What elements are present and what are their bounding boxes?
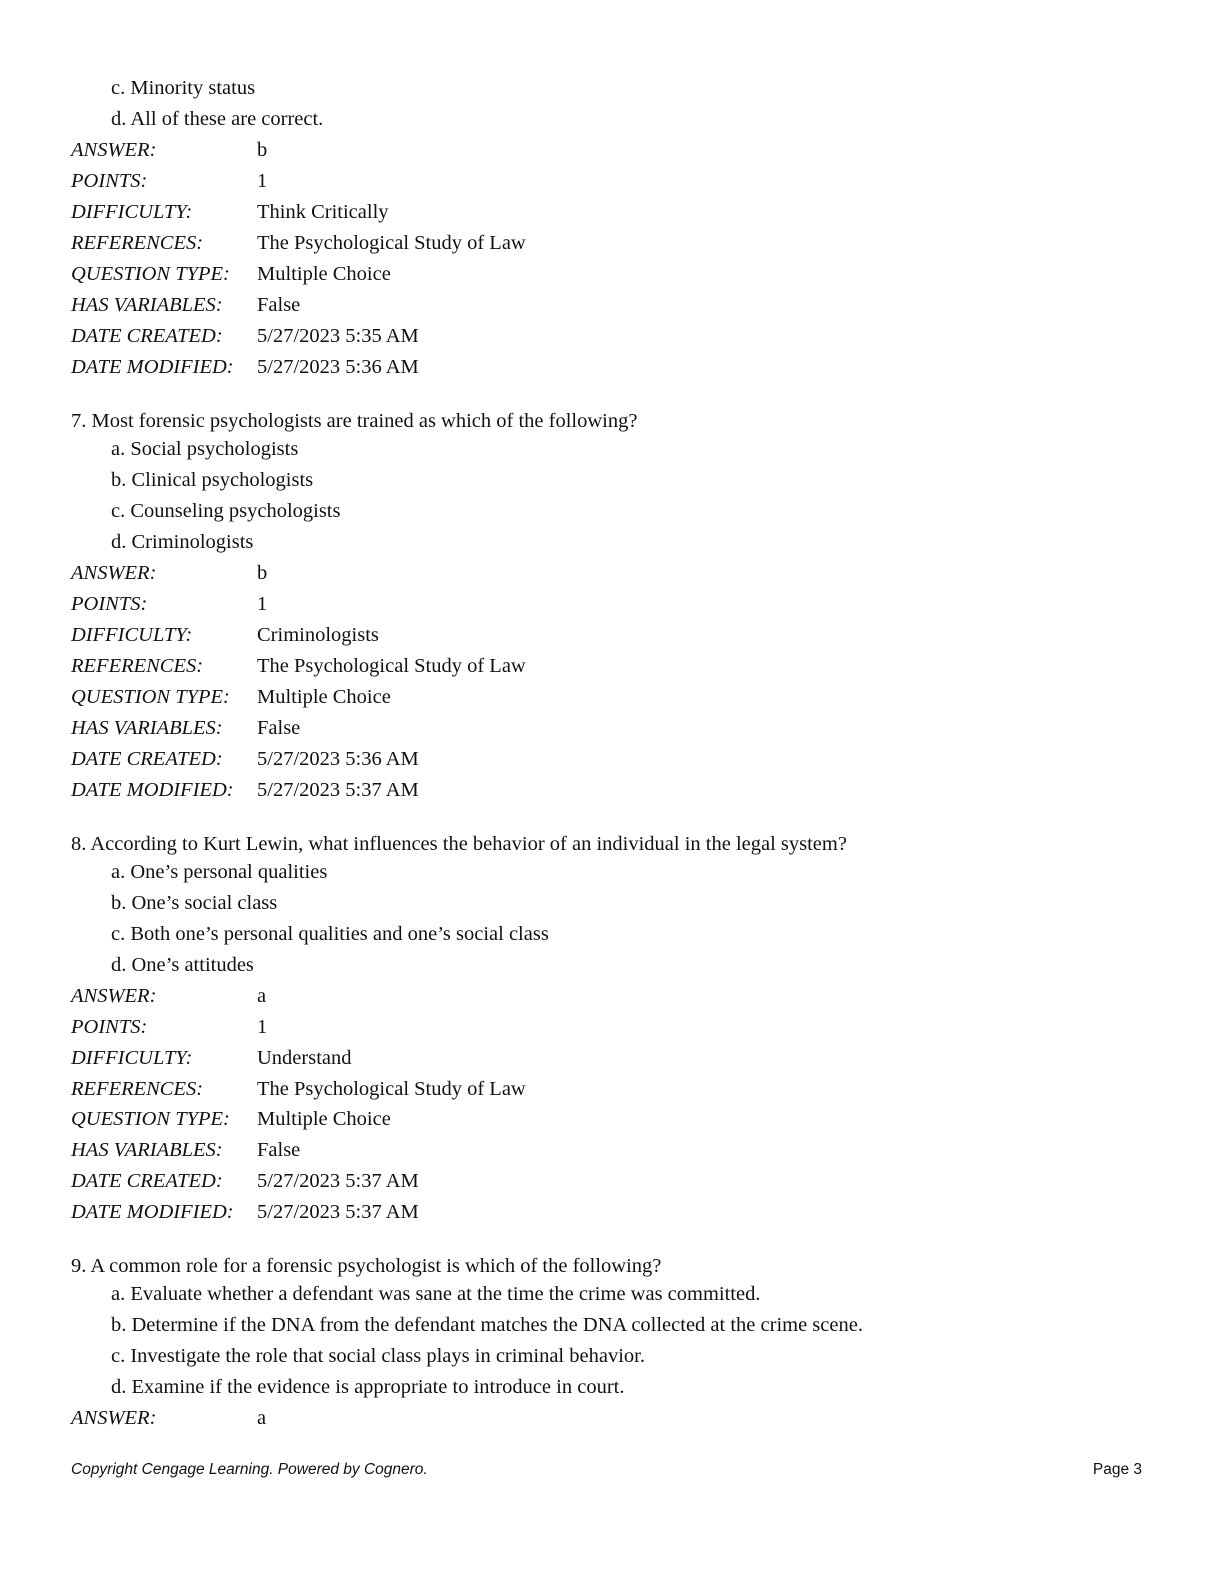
option-d: d. Criminologists — [111, 531, 254, 553]
references-value: The Psychological Study of Law — [257, 1078, 526, 1100]
answer-value: b — [257, 139, 268, 161]
question-type-label: QUESTION TYPE: — [71, 263, 230, 285]
difficulty-label: DIFFICULTY: — [71, 624, 193, 646]
answer-value: b — [257, 562, 268, 584]
footer-copyright: Copyright Cengage Learning. Powered by Cognero. — [71, 1461, 428, 1478]
answer-value: a — [257, 985, 267, 1007]
references-value: The Psychological Study of Law — [257, 655, 526, 677]
points-value: 1 — [257, 170, 268, 192]
points-label: POINTS: — [71, 593, 148, 615]
option-b: b. Determine if the DNA from the defendant matches the DNA collected at the crime scene. — [111, 1314, 863, 1336]
has-variables-value: False — [257, 717, 301, 739]
points-value: 1 — [257, 593, 268, 615]
difficulty-value: Criminologists — [257, 624, 379, 646]
references-label: REFERENCES: — [71, 1078, 204, 1100]
points-value: 1 — [257, 1016, 268, 1038]
references-value: The Psychological Study of Law — [257, 232, 526, 254]
date-modified-value: 5/27/2023 5:37 AM — [257, 779, 419, 801]
option-a: a. Evaluate whether a defendant was sane at the time the crime was committed. — [111, 1283, 761, 1305]
date-modified-label: DATE MODIFIED: — [71, 1201, 234, 1223]
answer-label: ANSWER: — [71, 985, 157, 1007]
date-created-label: DATE CREATED: — [71, 748, 223, 770]
has-variables-label: HAS VARIABLES: — [71, 1139, 223, 1161]
difficulty-label: DIFFICULTY: — [71, 201, 193, 223]
question-type-value: Multiple Choice — [257, 263, 391, 285]
references-label: REFERENCES: — [71, 232, 204, 254]
difficulty-value: Understand — [257, 1047, 352, 1069]
question-type-label: QUESTION TYPE: — [71, 1108, 230, 1130]
difficulty-value: Think Critically — [257, 201, 389, 223]
date-created-value: 5/27/2023 5:37 AM — [257, 1170, 419, 1192]
option-b: b. One’s social class — [111, 892, 278, 914]
question-stem: 7. Most forensic psychologists are trained as which of the following? — [71, 410, 638, 432]
answer-label: ANSWER: — [71, 562, 157, 584]
date-created-value: 5/27/2023 5:35 AM — [257, 325, 419, 347]
question-stem: 9. A common role for a forensic psychologist is which of the following? — [71, 1255, 662, 1277]
option-a: a. Social psychologists — [111, 438, 299, 460]
option-c: c. Counseling psychologists — [111, 500, 341, 522]
difficulty-label: DIFFICULTY: — [71, 1047, 193, 1069]
date-created-label: DATE CREATED: — [71, 325, 223, 347]
option-d: d. One’s attitudes — [111, 954, 254, 976]
option-c: c. Both one’s personal qualities and one’s social class — [111, 923, 549, 945]
option-c: c. Minority status — [111, 77, 256, 99]
date-modified-value: 5/27/2023 5:36 AM — [257, 356, 419, 378]
has-variables-value: False — [257, 1139, 301, 1161]
option-d: d. Examine if the evidence is appropriate to introduce in court. — [111, 1376, 625, 1398]
date-modified-label: DATE MODIFIED: — [71, 356, 234, 378]
option-c: c. Investigate the role that social class plays in criminal behavior. — [111, 1345, 645, 1367]
date-created-value: 5/27/2023 5:36 AM — [257, 748, 419, 770]
page-number: Page 3 — [1092, 1461, 1142, 1478]
points-label: POINTS: — [71, 1016, 148, 1038]
answer-label: ANSWER: — [71, 139, 157, 161]
answer-value: a — [257, 1407, 267, 1429]
question-type-value: Multiple Choice — [257, 686, 391, 708]
has-variables-value: False — [257, 294, 301, 316]
date-created-label: DATE CREATED: — [71, 1170, 223, 1192]
date-modified-value: 5/27/2023 5:37 AM — [257, 1201, 419, 1223]
date-modified-label: DATE MODIFIED: — [71, 779, 234, 801]
has-variables-label: HAS VARIABLES: — [71, 294, 223, 316]
option-d: d. All of these are correct. — [111, 108, 324, 130]
question-type-label: QUESTION TYPE: — [71, 686, 230, 708]
option-a: a. One’s personal qualities — [111, 861, 328, 883]
references-label: REFERENCES: — [71, 655, 204, 677]
question-stem: 8. According to Kurt Lewin, what influences the behavior of an individual in the legal system? — [71, 833, 847, 855]
points-label: POINTS: — [71, 170, 148, 192]
has-variables-label: HAS VARIABLES: — [71, 717, 223, 739]
option-b: b. Clinical psychologists — [111, 469, 314, 491]
question-type-value: Multiple Choice — [257, 1108, 391, 1130]
answer-label: ANSWER: — [71, 1407, 157, 1429]
